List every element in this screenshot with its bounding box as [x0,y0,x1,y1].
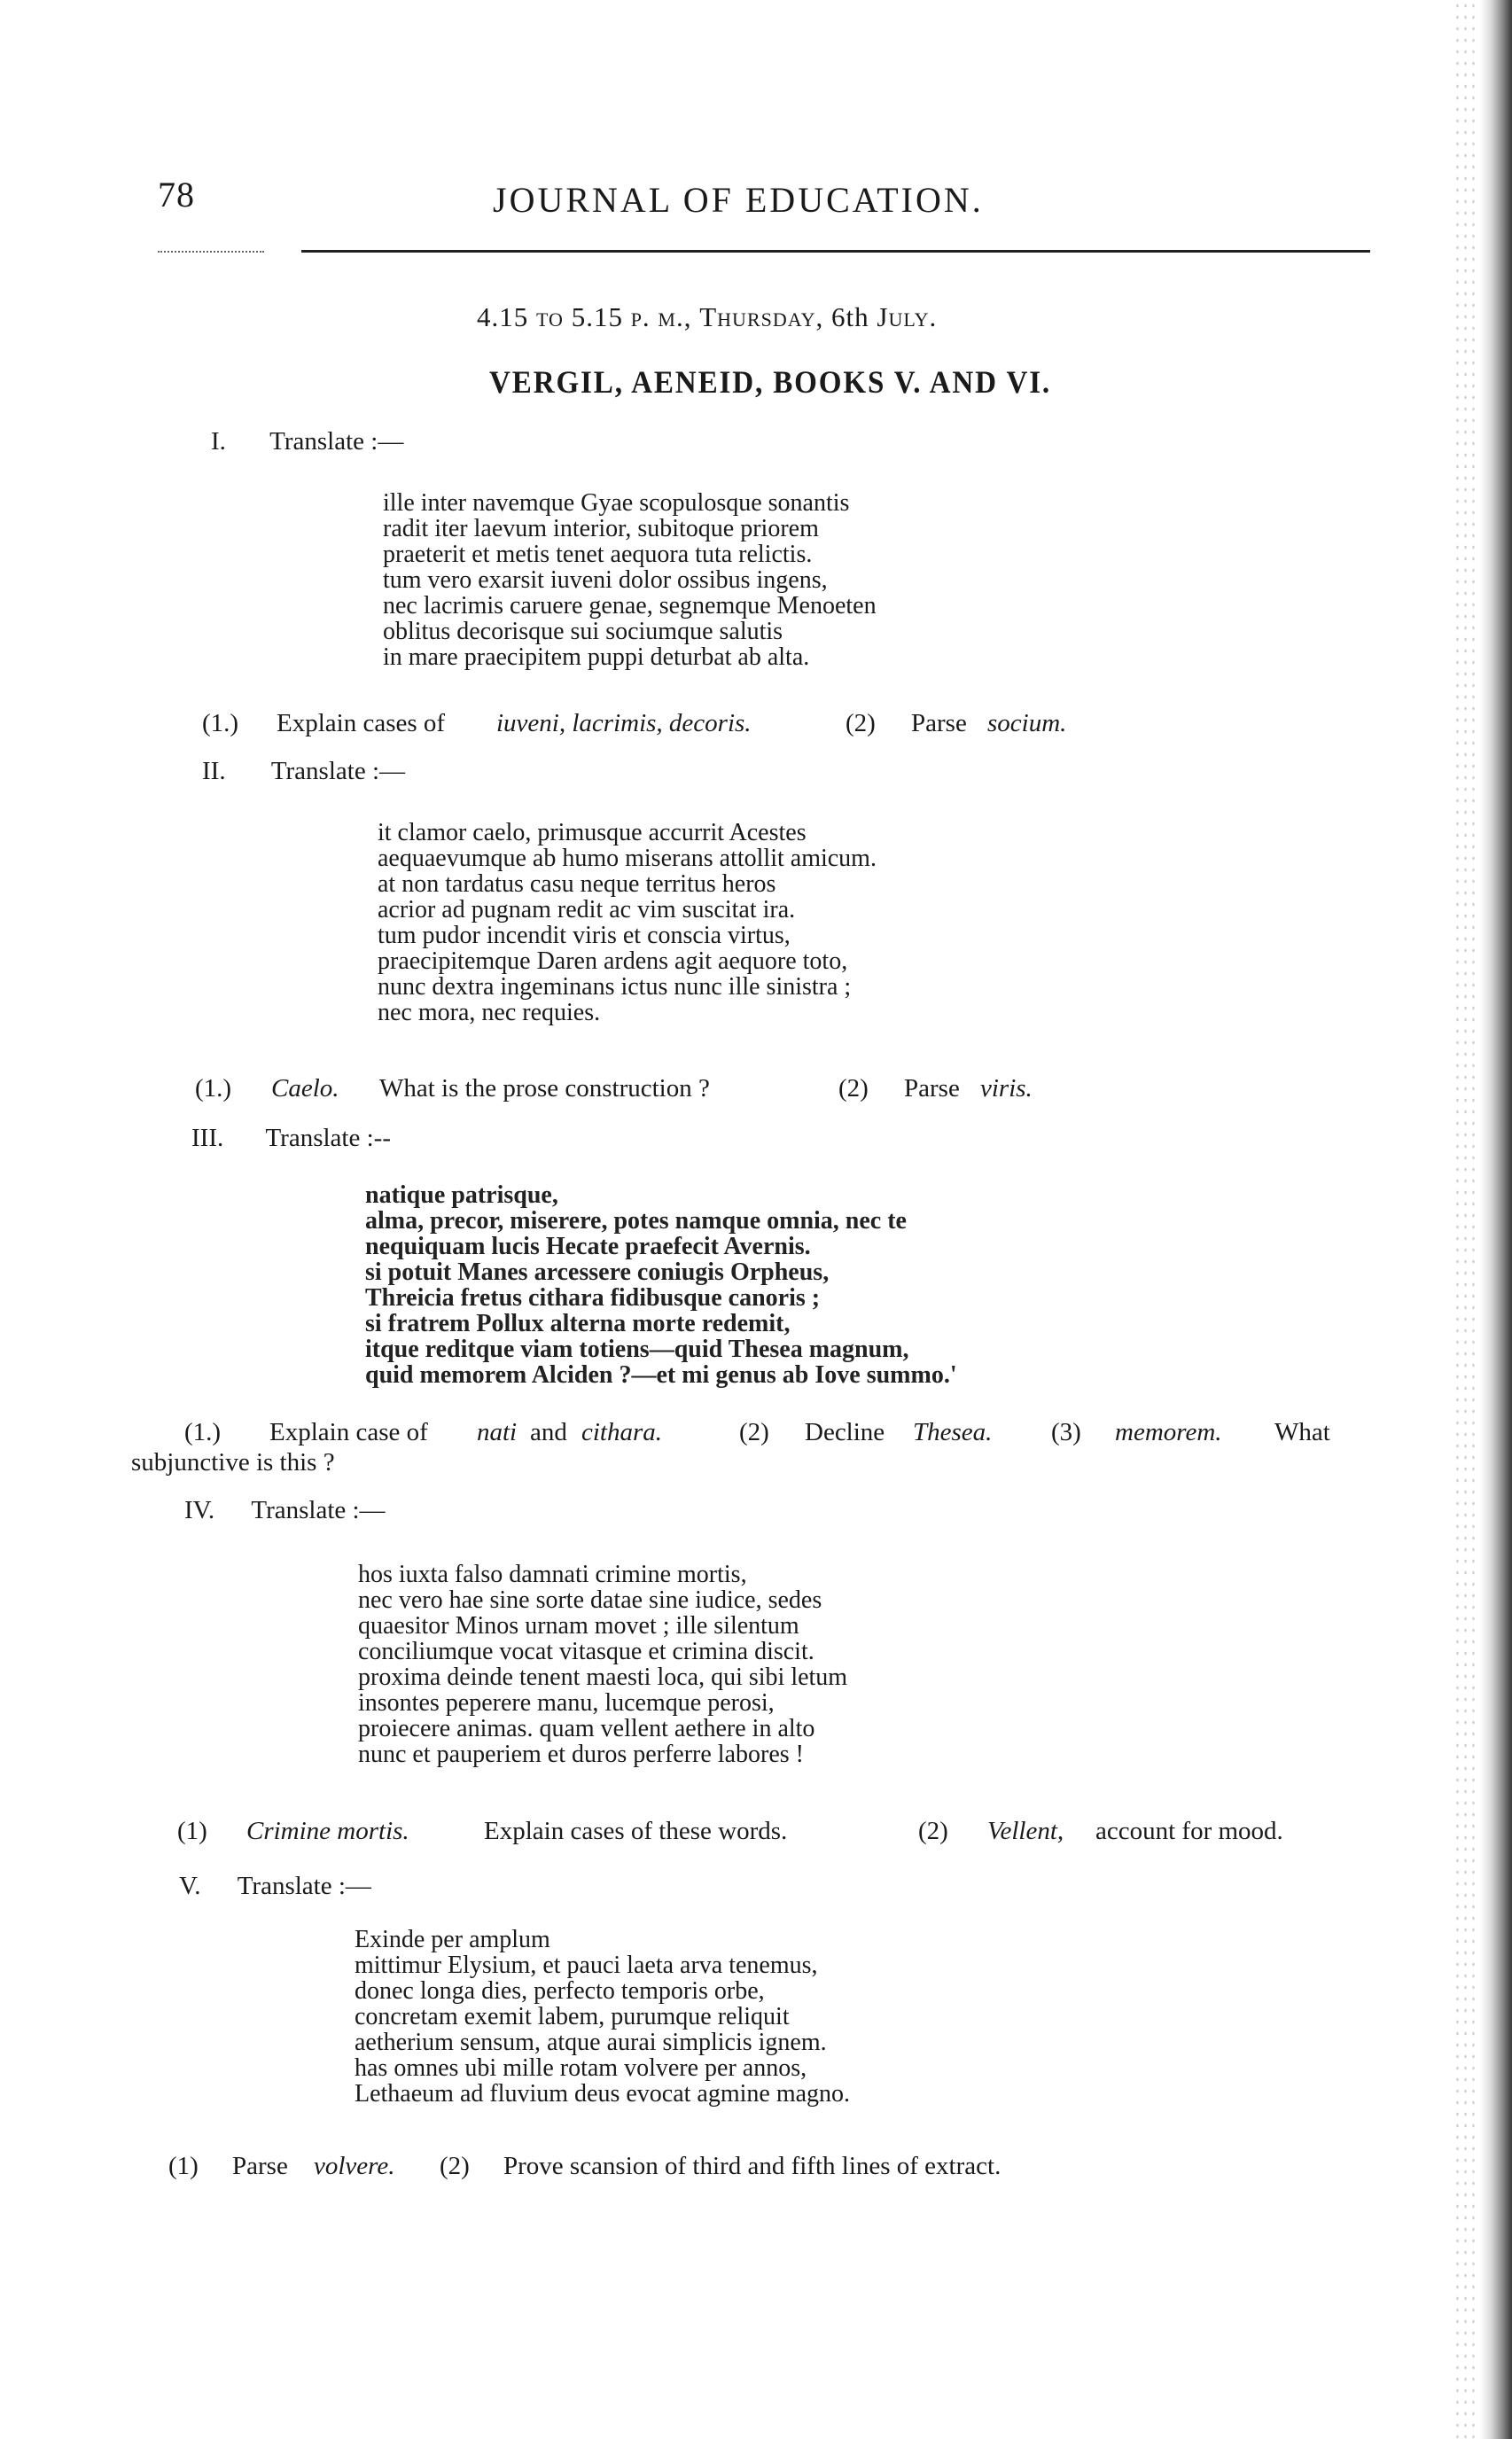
question-text: Decline [805,1418,885,1446]
question-word: Thesea. [913,1418,993,1446]
passage-line: radit iter laevum interior, subitoque priorem [383,515,819,542]
question-text: What [1274,1418,1330,1446]
question-word: viris. [980,1074,1033,1103]
question-word: Caelo. [271,1074,339,1103]
question-text: and [530,1418,567,1446]
passage-line: natique patrisque, [365,1181,558,1209]
question-text: Parse [232,2152,288,2180]
section-instruction: Translate :— [270,757,406,785]
passage-line: Threicia fretus cithara fidibusque canoris ; [365,1284,821,1312]
passage-line: nequiquam lucis Hecate praefecit Avernis. [365,1233,811,1260]
question-text: What is the prose construction ? [379,1074,710,1103]
passage-line: aequaevumque ab humo miserans attollit amicum. [378,845,877,872]
passage-line: nunc dextra ingeminans ictus nunc ille sinistra ; [378,973,852,1001]
exam-start-time: 4.15 [477,301,529,332]
section-instruction: Translate :-- [265,1124,391,1152]
question-text: Prove scansion of third and fifth lines of extract. [503,2152,1002,2180]
question-number: (1) [168,2152,199,2180]
passage-line: itque reditque viam totiens—quid Thesea magnum, [365,1336,909,1363]
section-numeral: II. [202,757,226,785]
passage-line: si fratrem Pollux alterna morte redemit, [365,1310,791,1337]
passage-line: oblitus decorisque sui sociumque salutis [383,618,783,645]
section-numeral: V. [179,1872,201,1900]
latin-passage [365,1182,957,1388]
section-instruction: Translate :— [269,427,404,456]
passage-line: praecipitemque Daren ardens agit aequore toto, [378,947,848,975]
passage-line: nunc et pauperiem et duros perferre labores ! [358,1741,804,1768]
question-text: Parse [911,709,967,737]
question-number: (2) [918,1817,948,1845]
passage-line: concretam exemit labem, purumque reliquit [355,2003,790,2030]
question-text: Explain case of [269,1418,428,1446]
question-number: (1.) [202,709,239,737]
latin-passage [355,1927,850,2107]
passage-line: nec vero hae sine sorte datae sine iudice, sedes [358,1586,822,1614]
page-number: 78 [158,175,195,214]
question-text: Explain cases of these words. [484,1817,788,1845]
passage-line: quid memorem Alciden ?—et mi genus ab Iove summo.' [365,1361,957,1389]
latin-passage [383,490,877,670]
section-numeral: IV. [184,1496,215,1524]
section-heading [191,1124,391,1153]
question-number: (1.) [184,1418,222,1446]
question-number: (1.) [195,1074,232,1103]
exam-title: VERGIL, AENEID, BOOKS V. AND VI. [489,364,1052,400]
passage-line: ille inter navemque Gyae scopulosque sonantis [383,489,850,517]
exam-month: July. [877,301,938,332]
passage-line: praeterit et metis tenet aequora tuta relictis. [383,541,813,568]
question-word: socium. [987,709,1067,737]
scan-page-edge [1480,0,1512,2439]
section-numeral: III. [191,1124,224,1152]
latin-passage [378,820,877,1025]
section-heading [211,427,403,456]
passage-line: alma, precor, miserere, potes namque omnia, nec te [365,1207,907,1235]
question-word: volvere. [314,2152,395,2180]
passage-line: hos iuxta falso damnati crimine mortis, [358,1561,747,1588]
question-number: (2) [846,709,876,737]
header-rule [301,250,1370,253]
question-text: account for mood. [1095,1817,1283,1845]
passage-line: nec mora, nec requies. [378,999,601,1026]
question-number: (2) [838,1074,869,1103]
passage-line: quaesitor Minos urnam movet ; ille silentum [358,1612,799,1640]
question-continuation: subjunctive is this ? [131,1448,335,1477]
section-heading [184,1496,386,1525]
question-number: (2) [440,2152,470,2180]
exam-schedule [477,301,937,333]
header-rule-dotted [158,251,264,253]
section-instruction: Translate :— [237,1872,371,1900]
passage-line: Exinde per amplum [355,1926,550,1953]
question-text: Parse [904,1074,960,1103]
question-number: (3) [1051,1418,1081,1446]
question-number: (1) [177,1817,207,1845]
question-text: Explain cases of [277,709,446,737]
exam-day: Thursday, [699,301,824,332]
question-word: cithara. [581,1418,663,1446]
question-word: nati [477,1418,518,1446]
passage-line: at non tardatus casu neque territus heros [378,870,776,898]
section-numeral: I. [211,427,226,456]
passage-line: aetherium sensum, atque aurai simplicis ignem. [355,2029,827,2056]
passage-line: acrior ad pugnam redit ac vim suscitat ira. [378,896,796,923]
passage-line: nec lacrimis caruere genae, segnemque Menoeten [383,592,877,619]
passage-line: it clamor caelo, primusque accurrit Acestes [378,819,807,846]
passage-line: in mare praecipitem puppi deturbat ab alta. [383,643,810,671]
exam-time-to: to [536,301,564,332]
passage-line: si potuit Manes arcessere coniugis Orpheus, [365,1258,830,1286]
latin-passage [358,1562,847,1767]
question-number: (2) [739,1418,769,1446]
scan-edge-speckle [1454,0,1480,2439]
passage-line: mittimur Elysium, et pauci laeta arva tenemus, [355,1952,818,1979]
passage-line: conciliumque vocat vitasque et crimina discit. [358,1638,814,1665]
question-word: Vellent, [987,1817,1064,1845]
exam-end-time: 5.15 [571,301,623,332]
exam-time-pm: p. m., [630,301,692,332]
section-instruction: Translate :— [251,1496,386,1524]
section-heading [202,757,405,786]
passage-line: proiecere animas. quam vellent aethere in alto [358,1715,815,1742]
passage-line: has omnes ubi mille rotam volvere per annos, [355,2054,807,2082]
question-words: iuveni, lacrimis, decoris. [496,709,752,737]
passage-line: tum vero exarsit iuveni dolor ossibus ingens, [383,566,828,594]
exam-date: 6th [831,301,869,332]
running-title: JOURNAL OF EDUCATION. [493,180,984,220]
question-words: Crimine mortis. [246,1817,409,1845]
passage-line: Lethaeum ad fluvium deus evocat agmine magno. [355,2080,851,2108]
passage-line: tum pudor incendit viris et conscia virtus, [378,922,791,949]
passage-line: proxima deinde tenent maesti loca, qui sibi letum [358,1664,848,1691]
passage-line: donec longa dies, perfecto temporis orbe, [355,1977,765,2005]
section-heading [179,1872,371,1901]
question-word: memorem. [1115,1418,1222,1446]
passage-line: insontes peperere manu, lucemque perosi, [358,1689,775,1717]
